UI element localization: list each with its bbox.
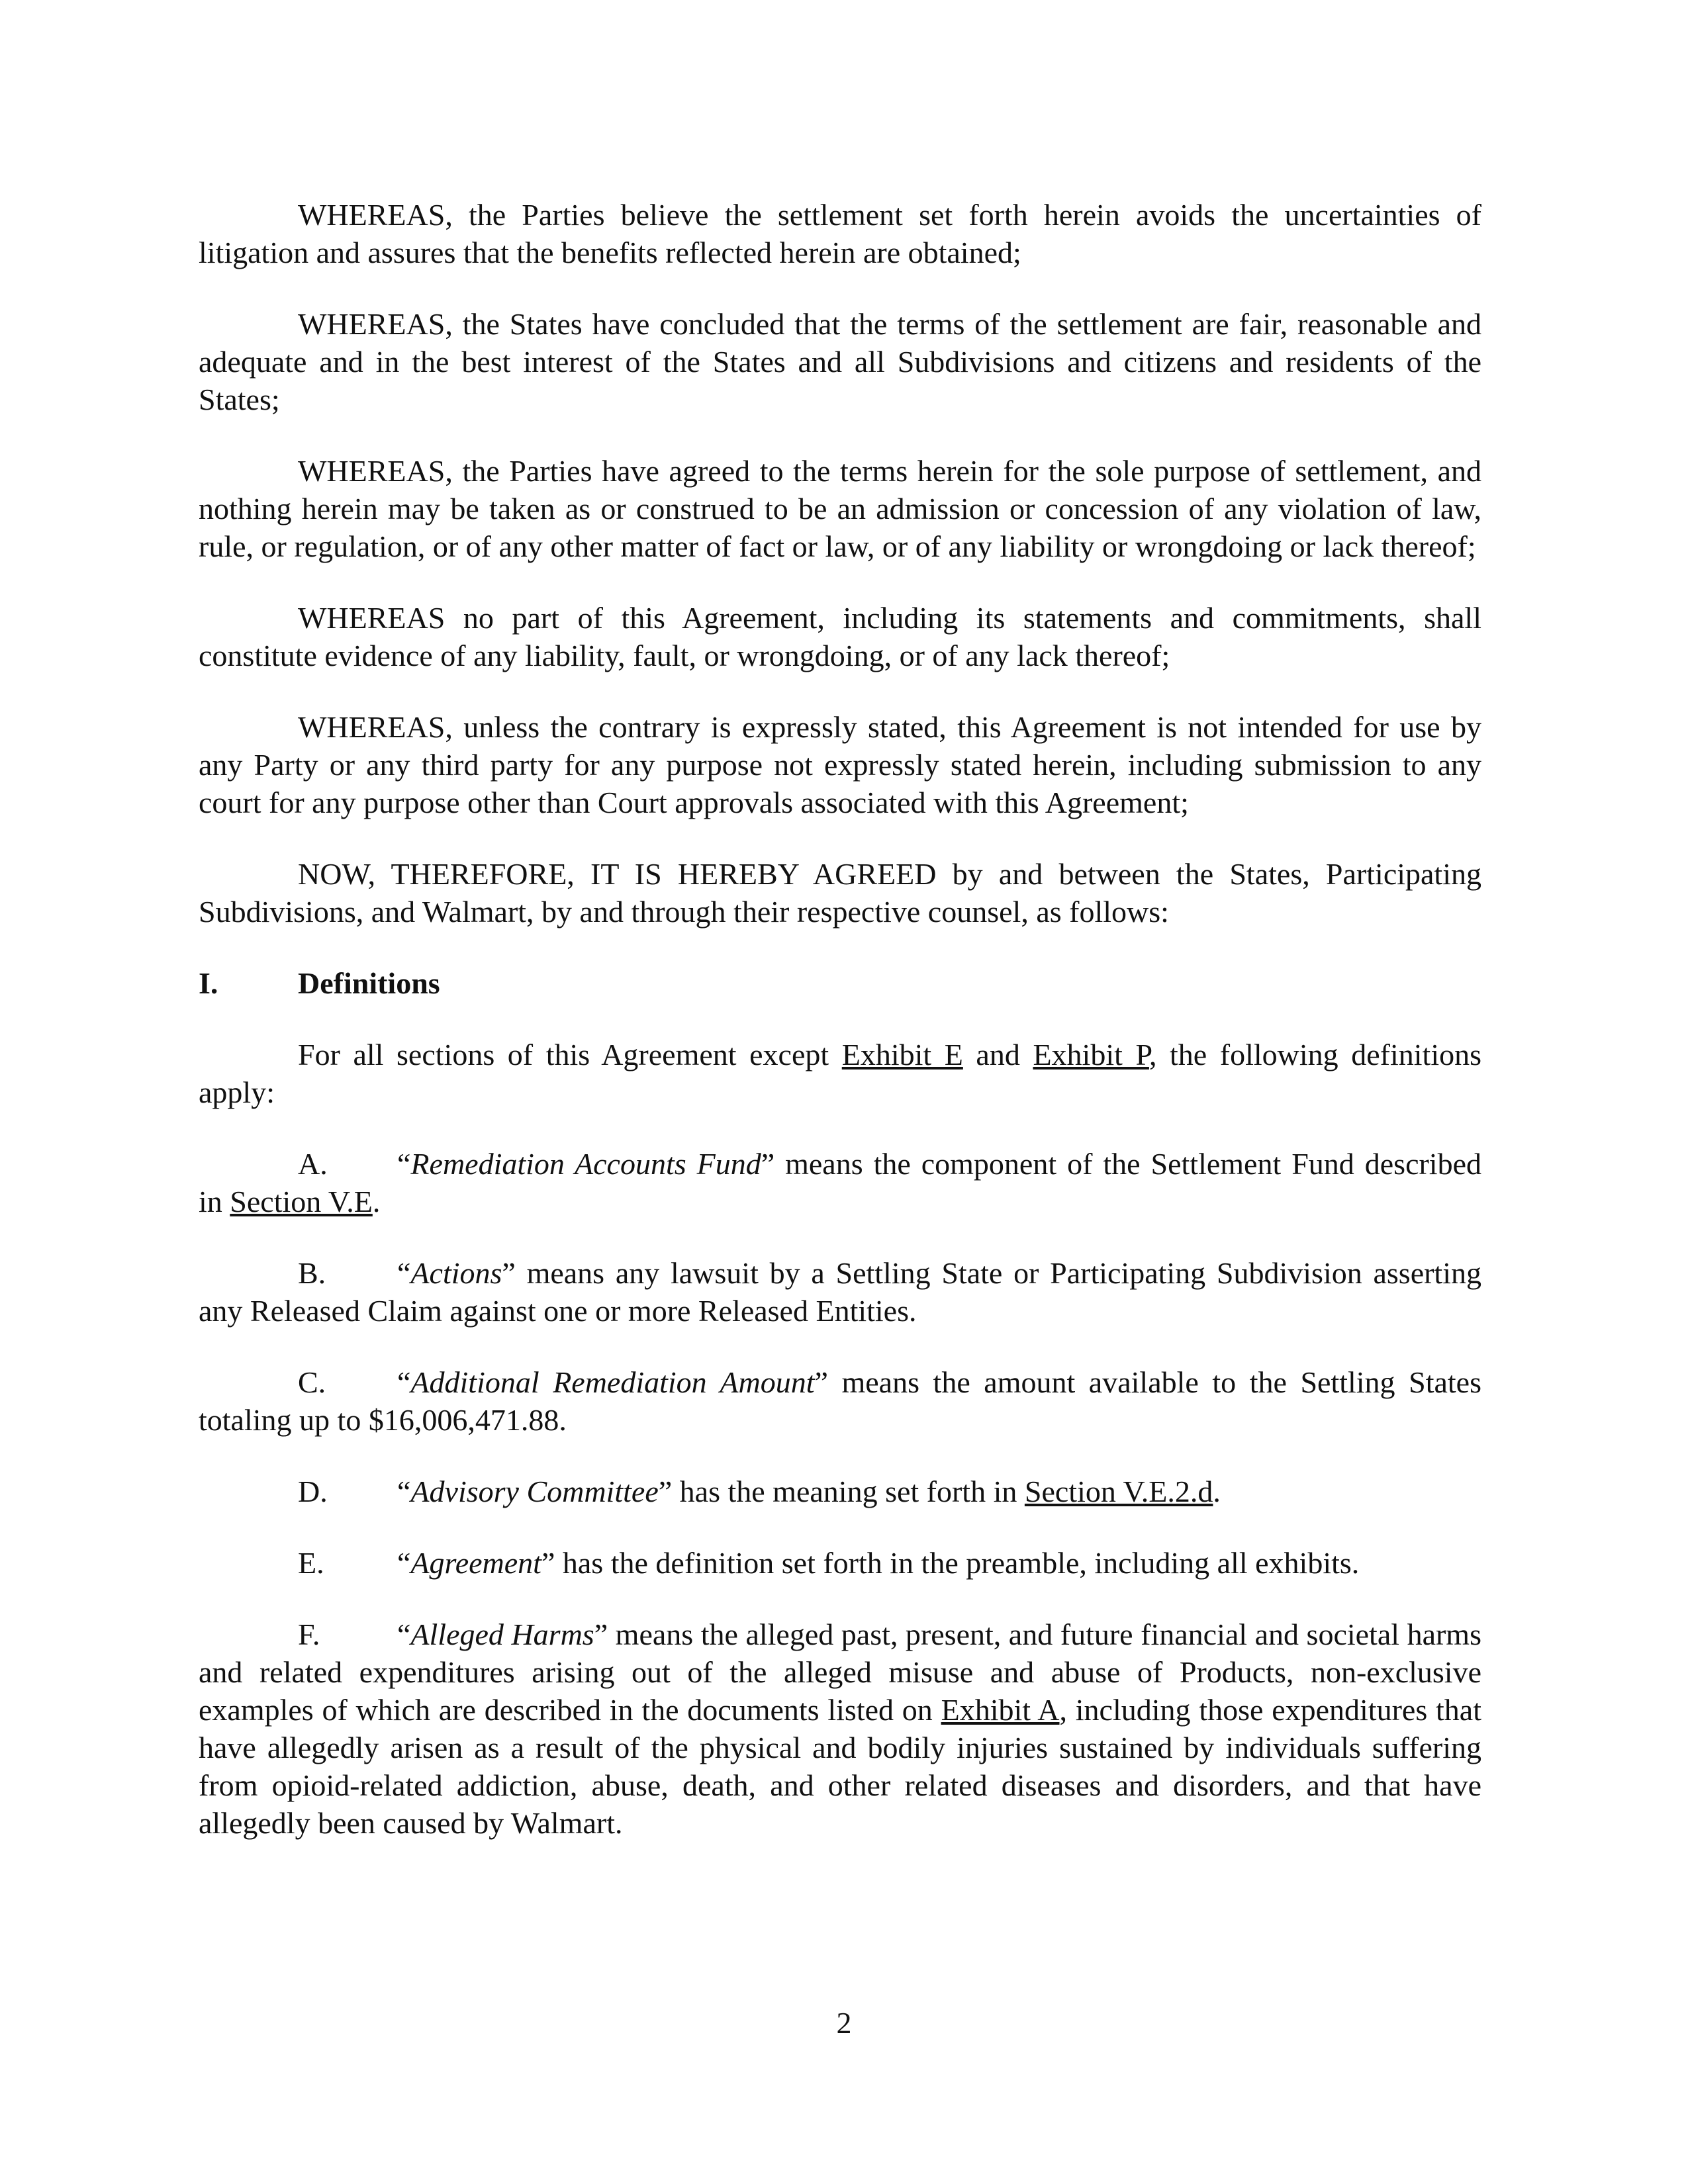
defined-term: Agreement — [410, 1546, 541, 1580]
defined-term: Alleged Harms — [410, 1617, 594, 1651]
definition-end: . — [1213, 1475, 1221, 1508]
definition-text: has the definition set forth in the preamble, including all exhibits. — [555, 1546, 1360, 1580]
definition-text: means the component of the Settlement Fund described in — [199, 1147, 1481, 1218]
defined-term: Advisory Committee — [410, 1475, 659, 1508]
definition-text: means the alleged past, present, and future financial and societal harms and related expenditures arising out of the alleged misuse and abuse of Products, non-exclusive examples of which are described in the documents listed on — [199, 1617, 1481, 1727]
definition-letter: A. — [298, 1147, 328, 1181]
definition-text: means the amount available to the Settling States totaling up to $16,006,471.88. — [199, 1365, 1481, 1437]
exhibit-a-link[interactable]: Exhibit A — [941, 1693, 1060, 1727]
close-quote: ” — [594, 1617, 608, 1651]
open-quote: “ — [397, 1256, 411, 1290]
section-number: I. — [199, 966, 218, 1000]
definition-end: . — [372, 1185, 381, 1218]
recital-4: WHEREAS no part of this Agreement, including its statements and commitments, shall constitute evidence of any liability, fault, or wrongdoing, or of any lack thereof; — [199, 601, 1481, 672]
open-quote: “ — [397, 1365, 411, 1399]
recital-5: WHEREAS, unless the contrary is expressly stated, this Agreement is not intended for use by any Party or any third party for any purpose not expressly stated herein, including submission to any court for any purpose other than Court approvals associated with this Agreement; — [199, 710, 1481, 819]
close-quote: ” — [814, 1365, 828, 1399]
definition-c — [199, 1363, 1481, 1439]
defined-term: Additional Remediation Amount — [410, 1365, 815, 1399]
definition-letter: C. — [298, 1365, 326, 1399]
definition-d — [199, 1473, 1481, 1510]
recital-1: WHEREAS, the Parties believe the settlement set forth herein avoids the uncertainties of litigation and assures that the benefits reflected herein are obtained; — [199, 198, 1481, 269]
definition-letter: E. — [298, 1546, 324, 1580]
definition-a — [199, 1145, 1481, 1220]
definition-letter: D. — [298, 1475, 328, 1508]
section-v-e-link[interactable]: Section V.E — [230, 1185, 373, 1218]
close-quote: ” — [658, 1475, 673, 1508]
definition-e — [199, 1544, 1481, 1582]
close-quote: ” — [502, 1256, 516, 1290]
definitions-intro — [199, 1036, 1481, 1111]
definition-b — [199, 1254, 1481, 1330]
intro-text-pre: For all sections of this Agreement except — [298, 1038, 842, 1071]
defined-term: Actions — [410, 1256, 502, 1290]
section-v-e-2-d-link[interactable]: Section V.E.2.d — [1024, 1475, 1213, 1508]
defined-term: Remediation Accounts Fund — [410, 1147, 761, 1181]
open-quote: “ — [397, 1617, 411, 1651]
recital-2: WHEREAS, the States have concluded that the terms of the settlement are fair, reasonable and adequate and in the best interest of the States and all Subdivisions and citizens and residents of the States; — [199, 307, 1481, 416]
page-number: 2 — [836, 2006, 852, 2040]
definition-f — [199, 1615, 1481, 1842]
open-quote: “ — [397, 1546, 411, 1580]
exhibit-p-link[interactable]: Exhibit P — [1033, 1038, 1149, 1071]
section-heading — [199, 964, 1481, 1002]
definition-letter: B. — [298, 1256, 326, 1290]
open-quote: “ — [397, 1475, 411, 1508]
exhibit-e-link[interactable]: Exhibit E — [841, 1038, 963, 1071]
definition-text: means any lawsuit by a Settling State or Participating Subdivision asserting any Released Claim against one or more Released Entities. — [199, 1256, 1481, 1328]
definition-letter: F. — [298, 1617, 320, 1651]
close-quote: ” — [541, 1546, 555, 1580]
definition-end: , including those expenditures that have allegedly arisen as a result of the physical and bodily injuries sustained by individuals suffering from opioid-related addiction, abuse, death, and other related diseases and disorders, and that have allegedly been caused by Walmart. — [199, 1693, 1481, 1840]
close-quote: ” — [761, 1147, 775, 1181]
recital-3: WHEREAS, the Parties have agreed to the terms herein for the sole purpose of settlement, and nothing herein may be taken as or construed to be an admission or concession of any violation of law, rule, or regulation, or of any other matter of fact or law, or of any liability or wrongdoing or lack thereof; — [199, 454, 1481, 563]
definition-text: has the meaning set forth in — [672, 1475, 1025, 1508]
open-quote: “ — [397, 1147, 411, 1181]
document-page — [199, 196, 1481, 1876]
now-therefore-clause: NOW, THEREFORE, IT IS HEREBY AGREED by and between the States, Participating Subdivisions, and Walmart, by and through their respective counsel, as follows: — [199, 857, 1481, 929]
intro-text-post: , the following definitions apply: — [199, 1038, 1481, 1109]
section-title: Definitions — [298, 966, 440, 1000]
intro-text-mid: and — [962, 1038, 1033, 1071]
